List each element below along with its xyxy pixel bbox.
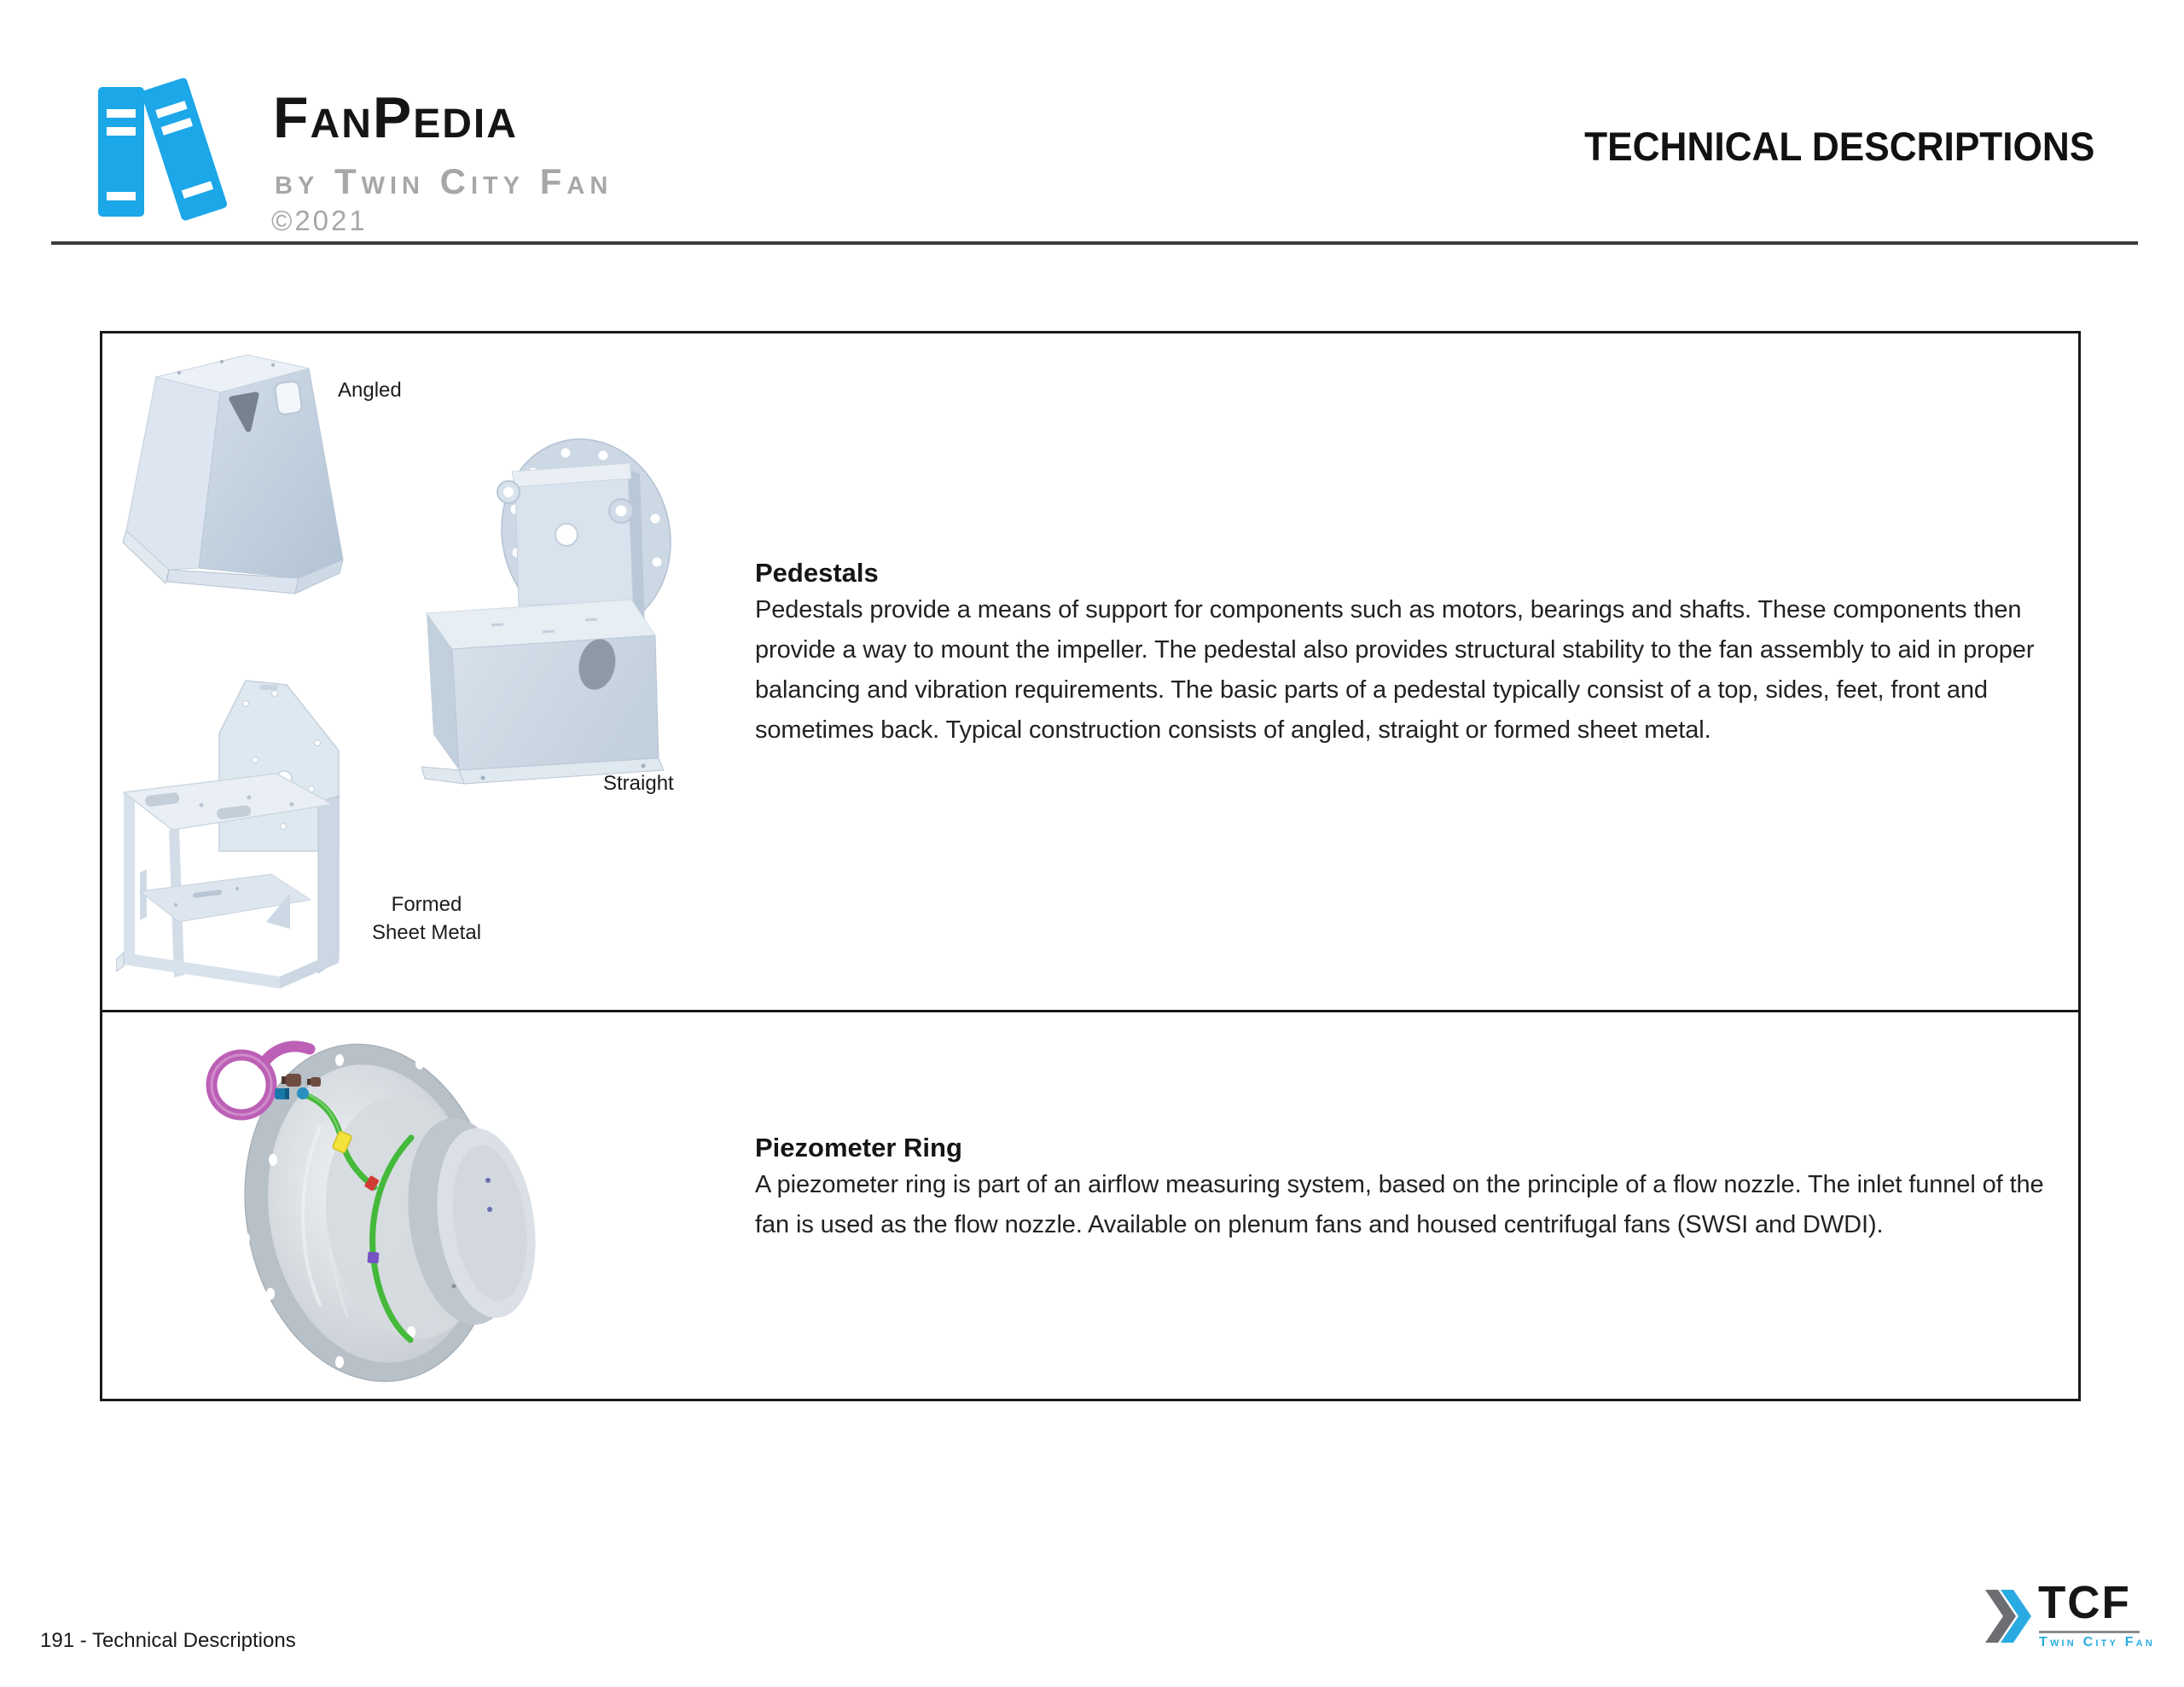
label-formed-line2: Sheet Metal (371, 921, 482, 944)
pedestals-body: Pedestals provide a means of support for components such as motors, bearings and shafts. These components then provide a way to mount the impeller. The pedestal also provides structural stability to the fan assembly to aid in proper balancing and vibration requirements. The basic parts of a pedestal typically consist of a top, sides, feet, front and sometimes back. Typical construction consists of angled, straight or formed sheet metal. (755, 596, 2035, 744)
piezometer-body: A piezometer ring is part of an airflow measuring system, based on the principle of a flow nozzle. The inlet funnel of the fan is used as the flow nozzle. Available on plenum fans and housed centrifugal fans (SWSI and DWDI). (755, 1171, 2044, 1238)
page-title: TECHNICAL DESCRIPTIONS (1583, 124, 2094, 169)
formed-sheet-metal-pedestal-illustration (116, 668, 351, 1000)
piezometer-ring-illustration (193, 1032, 594, 1407)
double-chevron-icon (1985, 1590, 2031, 1643)
angled-pedestal-illustration (118, 346, 361, 598)
header-divider (51, 241, 2138, 245)
tcf-abbr: TCF (2038, 1577, 2131, 1628)
footer-page-label: 191 - Technical Descriptions (40, 1629, 296, 1652)
section-divider (100, 1010, 2081, 1012)
tcf-rule (2039, 1631, 2140, 1633)
brand-copyright: ©2021 (271, 205, 368, 236)
label-formed-line1: Formed (391, 893, 462, 916)
piezometer-title: Piezometer Ring (755, 1133, 962, 1162)
tcf-logo (1985, 1577, 2155, 1651)
tcf-name: Twin City Fan (2039, 1635, 2155, 1649)
brand-title: FanPedia (273, 85, 518, 150)
straight-pedestal-illustration (415, 429, 679, 796)
books-icon (96, 70, 241, 223)
pedestals-title: Pedestals (755, 558, 879, 588)
label-formed-sheet-metal (333, 890, 520, 947)
label-angled: Angled (338, 379, 402, 402)
label-straight: Straight (603, 772, 674, 795)
brand-subtitle: by Twin City Fan (275, 161, 613, 201)
